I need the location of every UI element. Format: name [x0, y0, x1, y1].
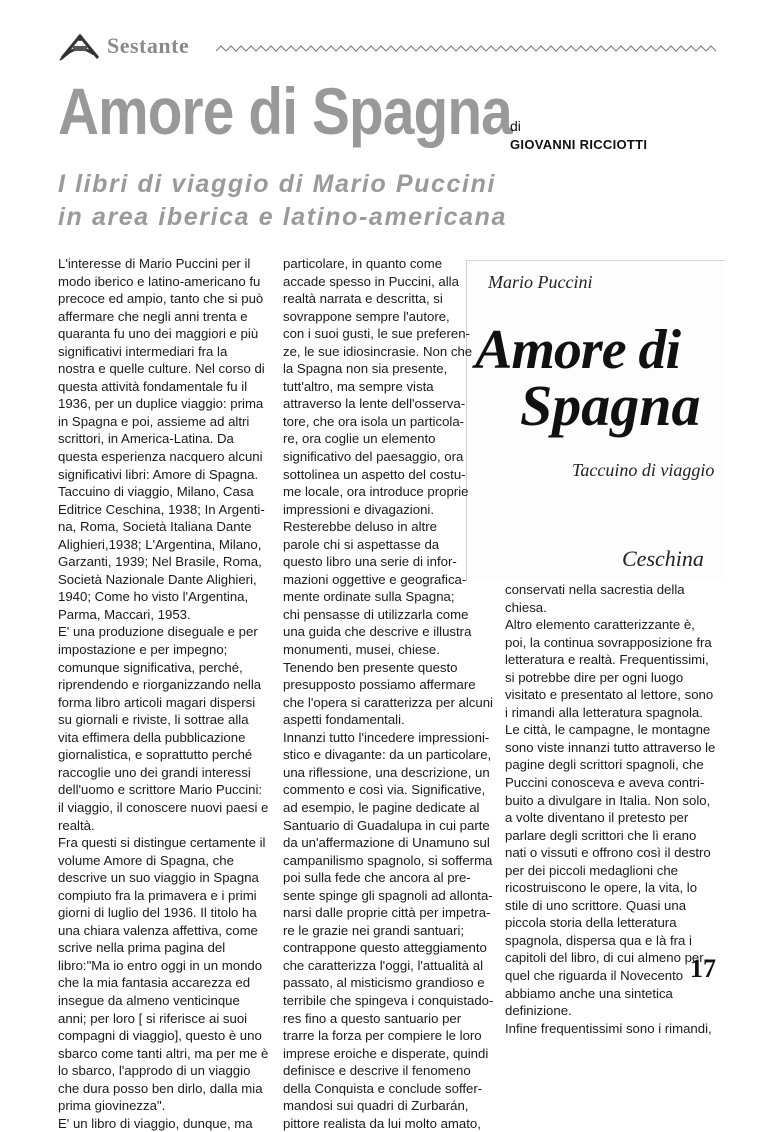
body-text-line: realtà. — [58, 817, 95, 833]
body-text-line: libro:"Ma io entro oggi in un mondo — [58, 957, 263, 973]
body-text-line: monumenti, musei, chiese. — [283, 642, 440, 658]
body-text-line: prima giovinezza". — [58, 1098, 166, 1114]
body-text-line: L'interesse di Mario Puccini per il — [58, 256, 251, 271]
body-text-line: una riflessione, una descrizione, un — [283, 764, 490, 780]
body-text-line: a volte diventano il pretesto per — [505, 810, 689, 826]
body-text-line: parlare degli scrittori che lì erano — [505, 827, 697, 843]
body-text-line: E' una produzione diseguale e per — [58, 624, 258, 640]
body-text-line: una guida che descrive e illustra — [283, 624, 472, 640]
author-name: GIOVANNI RICCIOTTI — [510, 137, 648, 152]
body-text-line: nostra e quelle culture. Nel corso di — [58, 361, 265, 377]
body-text-line: sente spinge gli spagnoli ad allonta- — [283, 887, 493, 903]
body-text-line: i rimandi alla letteratura spagnola. — [505, 704, 703, 720]
body-text-line: questa esperienza nacquero alcuni — [58, 449, 263, 465]
body-text-line: passato, al misticismo grandioso e — [283, 975, 485, 991]
body-text-line: quel che riguarda il Novecento — [505, 968, 684, 984]
body-text-line: Resterebbe deluso in altre — [283, 519, 437, 535]
body-text-line: che caratterizza l'oggi, l'attualità al — [283, 957, 484, 973]
cover-title-line: Spagna — [520, 373, 701, 438]
body-column-1 — [58, 255, 269, 1132]
body-text-line: sono viste innanzi tutto attraverso le — [505, 739, 716, 755]
body-text-line: pagine degli scrittori spagnoli, che — [505, 757, 704, 773]
body-text-line: visitato e presentato al lettore, sono — [505, 687, 714, 703]
body-text-line: Fra questi si distingue certamente il — [58, 835, 266, 851]
body-text-line: della Conquista e conclude soffer- — [283, 1080, 483, 1096]
body-text-line: sbarco come tanti altri, ma per me è — [58, 1045, 269, 1061]
byline-prefix: di — [510, 118, 521, 134]
body-text-line: stile di uno scrittore. Quasi una — [505, 897, 687, 913]
body-text-line: Taccuino di viaggio, Milano, Casa — [58, 484, 254, 500]
body-text-line: giornalistica, e soprattutto perché — [58, 747, 253, 763]
body-text-line: chi pensasse di utilizzarla come — [283, 606, 469, 622]
decorative-wave-rule — [216, 44, 716, 58]
body-text-line: per dei piccoli medaglioni che — [505, 862, 679, 878]
body-text-line: sottolinea un aspetto del costu- — [283, 466, 466, 482]
body-text-line: impressioni e divagazioni. — [283, 501, 434, 517]
body-text-line: vita effimera della pubblicazione — [58, 729, 246, 745]
body-text-line: poi sulla fede che ancora al pre- — [283, 870, 471, 886]
body-text-line: che l'opera si caratterizza per alcuni — [283, 694, 493, 710]
body-text-line: Santuario di Guadalupa in cui parte — [283, 817, 490, 833]
body-text-line: definisce e descrive il fenomeno — [283, 1063, 471, 1079]
page-number: 17 — [690, 954, 716, 983]
body-text-line: in Spagna e poi, assieme ad altri — [58, 413, 250, 429]
body-text-line: questa attività fondamentale fu il — [58, 378, 248, 394]
cover-title-line: Amore di — [475, 319, 681, 381]
body-text-line: ricostruiscono le opere, la vita, lo — [505, 880, 698, 896]
article-title: Amore di Spagna — [58, 74, 512, 148]
body-text-line: Editrice Ceschina, 1938; In Argenti- — [58, 501, 265, 517]
body-text-line: su giornali e riviste, li sottrae alla — [58, 712, 249, 728]
body-text-line: raccoglie uno dei grandi interessi — [58, 764, 251, 780]
body-text-line: giorni di luglio del 1936. Il titolo ha — [58, 905, 257, 921]
body-text-line: anni; per loro [ si riferisce ai suoi — [58, 1010, 248, 1026]
body-column-2 — [283, 255, 494, 1132]
body-text-line: scrittori, in America-Latina. Da — [58, 431, 234, 447]
body-text-line: con i suoi gusti, le sue preferen- — [283, 326, 470, 342]
body-text-line: na, Roma, Società Italiana Dante — [58, 519, 252, 535]
body-text-line: Tenendo ben presente questo — [283, 659, 458, 675]
body-text-line: tore, che ora isola un particola- — [283, 413, 465, 429]
body-text-line: tutt'altro, ma sempre vista — [283, 378, 434, 394]
body-text-line: volume Amore di Spagna, che — [58, 852, 234, 868]
body-text-line: particolare, in quanto come — [283, 256, 443, 271]
body-text-line: abbiamo anche una sintetica — [505, 985, 673, 1001]
body-text-line: narsi dalle proprie città per impetra- — [283, 905, 491, 921]
body-text-line: insegue da almeno venticinque — [58, 992, 240, 1008]
body-text-line: re le grazie nei grandi santuari; — [283, 922, 465, 938]
body-text-line: attraverso la lente dell'osserva- — [283, 396, 466, 412]
body-text-line: compagni di viaggio], questo è uno — [58, 1028, 262, 1044]
body-text-line: capitoli del libro, di cui almeno per — [505, 950, 704, 966]
subtitle-line: I libri di viaggio di Mario Puccini — [58, 170, 496, 198]
body-text-line: 1940; Come ho visto l'Argentina, — [58, 589, 249, 605]
body-text-line: Innanzi tutto l'incedere impressioni- — [283, 729, 490, 745]
body-text-line: modo iberico e latino-americano fu — [58, 273, 261, 289]
cover-subtitle: Taccuino di viaggio — [572, 460, 715, 480]
body-text-line: Puccini conosceva e aveva contri- — [505, 775, 705, 791]
article-subtitle — [58, 168, 507, 234]
body-text-line: scrive nella prima pagina del — [58, 940, 226, 956]
section-name: Sestante — [107, 33, 190, 58]
body-text-line: la Spagna non sia presente, — [283, 361, 448, 377]
body-text-line: che la mia fantasia accarezza ed — [58, 975, 251, 991]
body-text-line: affermare che negli anni trenta e — [58, 308, 248, 324]
body-text-line: si potrebbe dire per ogni luogo — [505, 669, 684, 685]
body-text-line: dell'uomo e scrittore Mario Puccini: — [58, 782, 263, 798]
body-text-line: res fino a questo santuario per — [283, 1010, 462, 1026]
body-text-line: mazioni oggettive e geografica- — [283, 571, 467, 587]
body-text-line: Società Nazionale Dante Alighieri, — [58, 571, 257, 587]
body-text-line: sovrappone sempre l'autore, — [283, 308, 450, 324]
body-text-line: Garzanti, 1939; Nel Brasile, Roma, — [58, 554, 262, 570]
body-text-line: nati o vissuti e offrono così il destro — [505, 845, 711, 861]
body-text-line: accade spesso in Puccini, alla — [283, 273, 459, 289]
body-text-line: ad esempio, le pagine dedicate al — [283, 799, 480, 815]
body-text-line: E' un libro di viaggio, dunque, ma — [58, 1115, 253, 1131]
body-text-line: contrappone questo atteggiamento — [283, 940, 487, 956]
body-text-line: 1936, per un duplice viaggio: prima — [58, 396, 264, 412]
body-text-line: precoce ed ampio, tanto che si può — [58, 291, 264, 307]
body-text-line: da un'affermazione di Unamuno sul — [283, 835, 490, 851]
body-text-line: che dura posso ben dirlo, dalla mia — [58, 1080, 263, 1096]
body-text-line: lo sbarco, l'approdo di un viaggio — [58, 1063, 251, 1079]
body-text-line: compiuto fra la primavera e i primi — [58, 887, 257, 903]
body-text-line: mente ordinate sulla Spagna; — [283, 589, 455, 605]
sextant-icon — [58, 32, 102, 62]
body-text-line: re, ora coglie un elemento — [283, 431, 436, 447]
body-text-line: Infine frequentissimi sono i rimandi, — [505, 1020, 712, 1036]
body-text-line: definizione. — [505, 1003, 572, 1019]
body-text-line: descrive un suo viaggio in Spagna — [58, 870, 259, 886]
body-text-line: presupposto possiamo affermare — [283, 677, 476, 693]
body-text-line: una chiara valenza affettiva, come — [58, 922, 258, 938]
body-text-line: spagnola, dispersa qua e là fra i — [505, 932, 692, 948]
body-text-line: aspetti fondamentali. — [283, 712, 405, 728]
body-text-line: imprese eroiche e disperate, quindi — [283, 1045, 489, 1061]
body-text-line: questo libro una serie di infor- — [283, 554, 457, 570]
body-text-line: chiesa. — [505, 599, 547, 615]
body-text-line: parole chi si aspettasse da — [283, 536, 440, 552]
body-text-line: mandosi sui quadri di Zurbarán, — [283, 1098, 469, 1114]
body-text-line: pittore realista da lui molto amato, — [283, 1115, 481, 1131]
body-text-line: me locale, ora introduce proprie — [283, 484, 469, 500]
subtitle-line: in area iberica e latino-americana — [58, 203, 508, 231]
cover-author: Mario Puccini — [488, 272, 593, 292]
body-text-line: stico e divagante: da un particolare, — [283, 747, 492, 763]
body-text-line: significativi libri: Amore di Spagna. — [58, 466, 259, 482]
cover-publisher: Ceschina — [622, 546, 704, 571]
body-text-line: Alighieri,1938; L'Argentina, Milano, — [58, 536, 262, 552]
body-text-line: riprendendo e riorganizzando nella — [58, 677, 262, 693]
body-text-line: comunque significativa, perché, — [58, 659, 243, 675]
body-text-line: poi, la continua sovrapposizione fra — [505, 634, 712, 650]
body-text-line: letteratura e realtà. Frequentissimi, — [505, 652, 709, 668]
body-text-line: buito a divulgare in Italia. Non solo, — [505, 792, 711, 808]
body-text-line: il viaggio, il conoscere nuovi paesi e — [58, 799, 269, 815]
body-text-line: significativi intermediari fra la — [58, 343, 228, 359]
body-text-line: trarre la forza per compiere le loro — [283, 1028, 482, 1044]
body-text-line: Le città, le campagne, le montagne — [505, 722, 711, 738]
body-text-line: campanilismo spagnolo, si sofferma — [283, 852, 493, 868]
body-text-line: commento e così via. Significative, — [283, 782, 486, 798]
body-text-line: Altro elemento caratterizzante è, — [505, 617, 695, 633]
body-text-line: significativo del paesaggio, ora — [283, 449, 464, 465]
body-text-line: Parma, Maccari, 1953. — [58, 606, 191, 622]
body-text-line: terribile che spingeva i conquistado- — [283, 992, 494, 1008]
body-text-line: realtà narrata e descritta, si — [283, 291, 443, 307]
body-text-line: impostazione e per impegno; — [58, 642, 228, 658]
body-text-line: ze, le sue idiosincrasie. Non che — [283, 343, 473, 359]
body-text-line: forma libro articoli magari dispersi — [58, 694, 256, 710]
body-text-line: quaranta fu uno dei maggiori e più — [58, 326, 259, 342]
body-text-line: piccola storia della letteratura — [505, 915, 677, 931]
body-text-line: conservati nella sacrestia della — [505, 582, 685, 597]
